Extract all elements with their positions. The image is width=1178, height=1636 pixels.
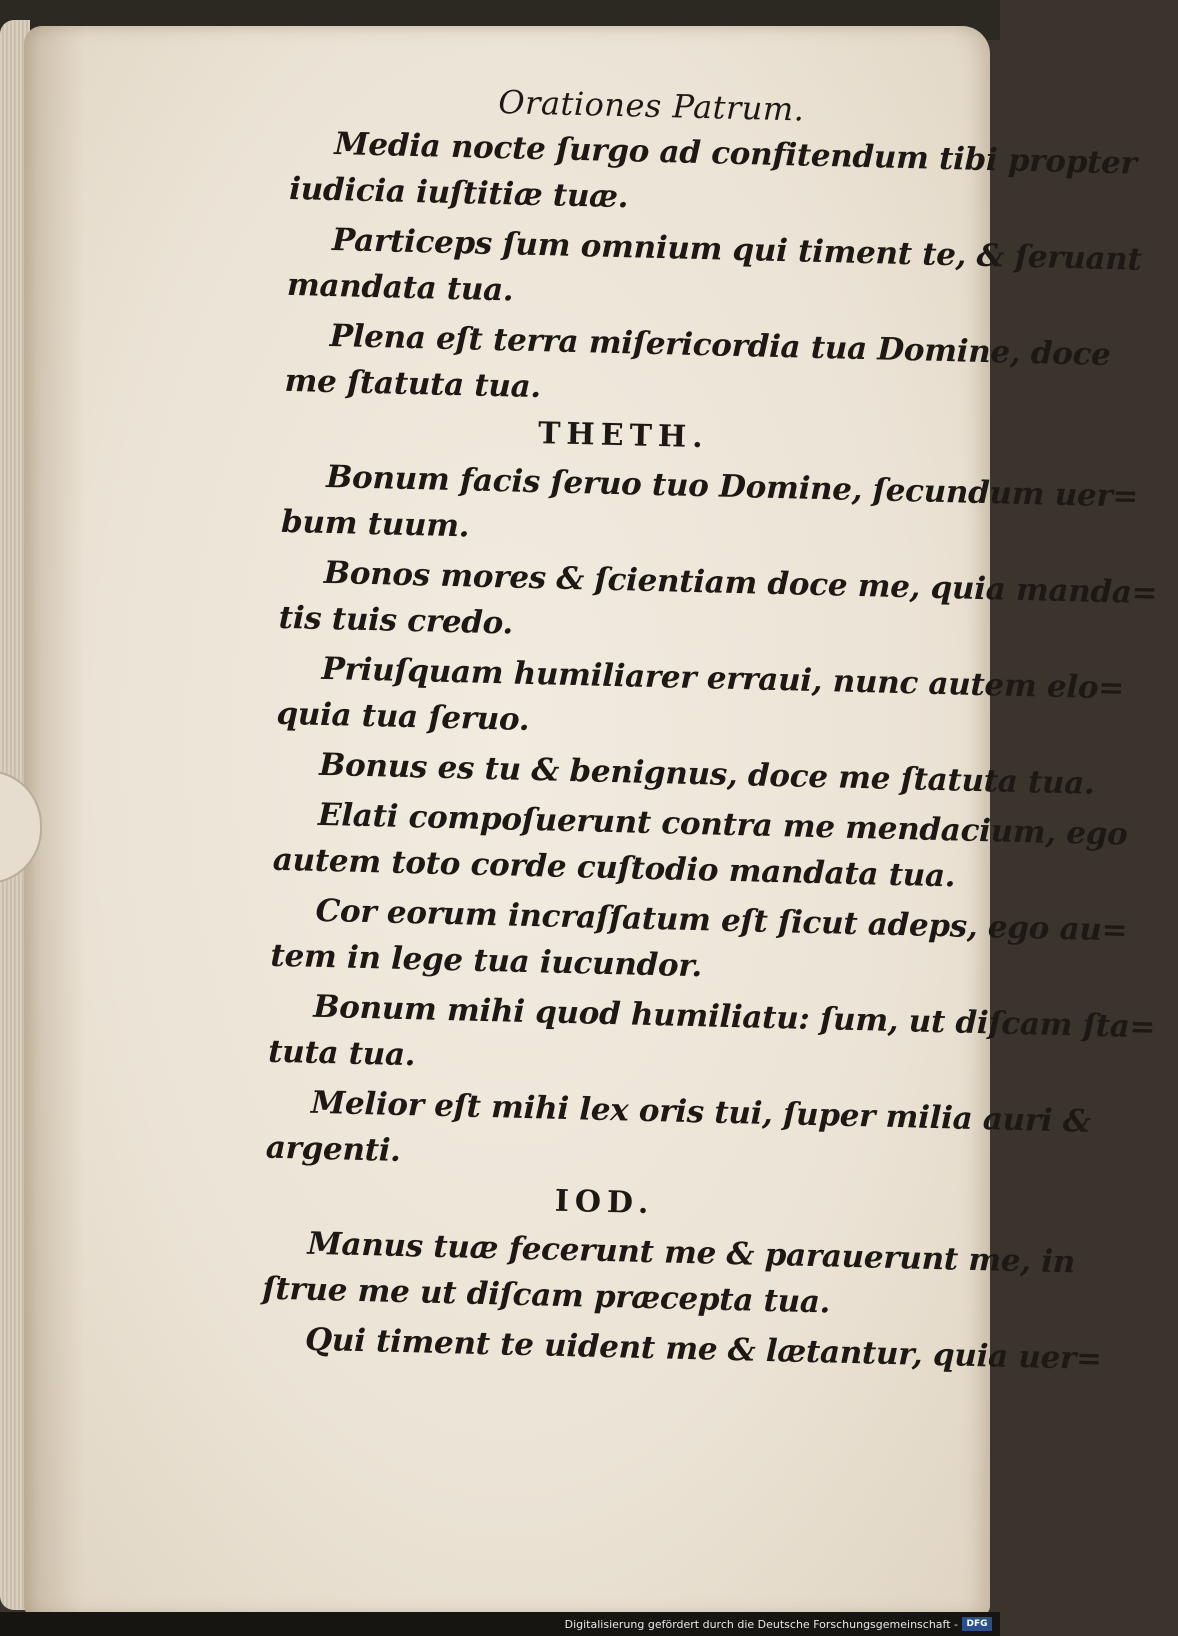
dfg-logo-icon: DFG bbox=[962, 1617, 992, 1631]
verse: Bonum facis ſeruo tuo Domine, ſecundum uer= bum tuum. bbox=[280, 458, 1139, 545]
section-heading-iod: IOD. bbox=[554, 1183, 655, 1222]
verse: Plena eſt terra miſericordia tua Domine, doce me ſtatuta tua. bbox=[284, 318, 1112, 406]
verse-group-a bbox=[284, 120, 1143, 421]
verse: Qui timent te uident me & lætantur, quia uer= bbox=[304, 1321, 1103, 1378]
verse: Bonus es tu & benignus, doce me ſtatuta tua. bbox=[318, 746, 1095, 802]
verse: Cor eorum incraſſatum eſt ſicut adeps, ego au= tem in lege tua iucundor. bbox=[270, 892, 1128, 985]
verse: Elati compoſuerunt contra me mendacium, ego autem toto corde cuſtodio mandata tua. bbox=[272, 796, 1128, 895]
section-heading-teth: THETH. bbox=[537, 416, 710, 456]
running-head: Orationes Patrum. bbox=[497, 83, 805, 129]
verse: Manus tuæ fecerunt me & parauerunt me, in ſtrue me ut diſcam præcepta tua. bbox=[261, 1225, 1076, 1321]
verse: Particeps ſum omnium qui timent te, & ſeruant mandata tua. bbox=[286, 222, 1143, 309]
verse: Bonum mihi quod humiliatu: ſum, ut diſcam ſta= tuta tua. bbox=[267, 988, 1156, 1074]
verse: Melior eſt mihi lex oris tui, ſuper milia auri & argenti. bbox=[265, 1084, 1091, 1169]
verse: Bonos mores & ſcientiam doce me, quia manda= tis tuis credo. bbox=[278, 554, 1158, 642]
verse: Priuſquam humiliarer erraui, nunc autem elo= quia tua ſeruo. bbox=[276, 650, 1125, 738]
verse-group-b bbox=[265, 453, 1158, 1187]
credit-text: Digitalisierung gefördert durch die Deutsche Forschungsgemeinschaft - bbox=[564, 1617, 958, 1631]
verse-group-c bbox=[261, 1220, 1103, 1379]
page-text bbox=[261, 78, 1158, 1378]
verse: Media nocte ſurgo ad confitendum tibi propter iudicia iuſtitiæ tuæ. bbox=[288, 126, 1137, 216]
digitization-credit bbox=[565, 1614, 992, 1634]
